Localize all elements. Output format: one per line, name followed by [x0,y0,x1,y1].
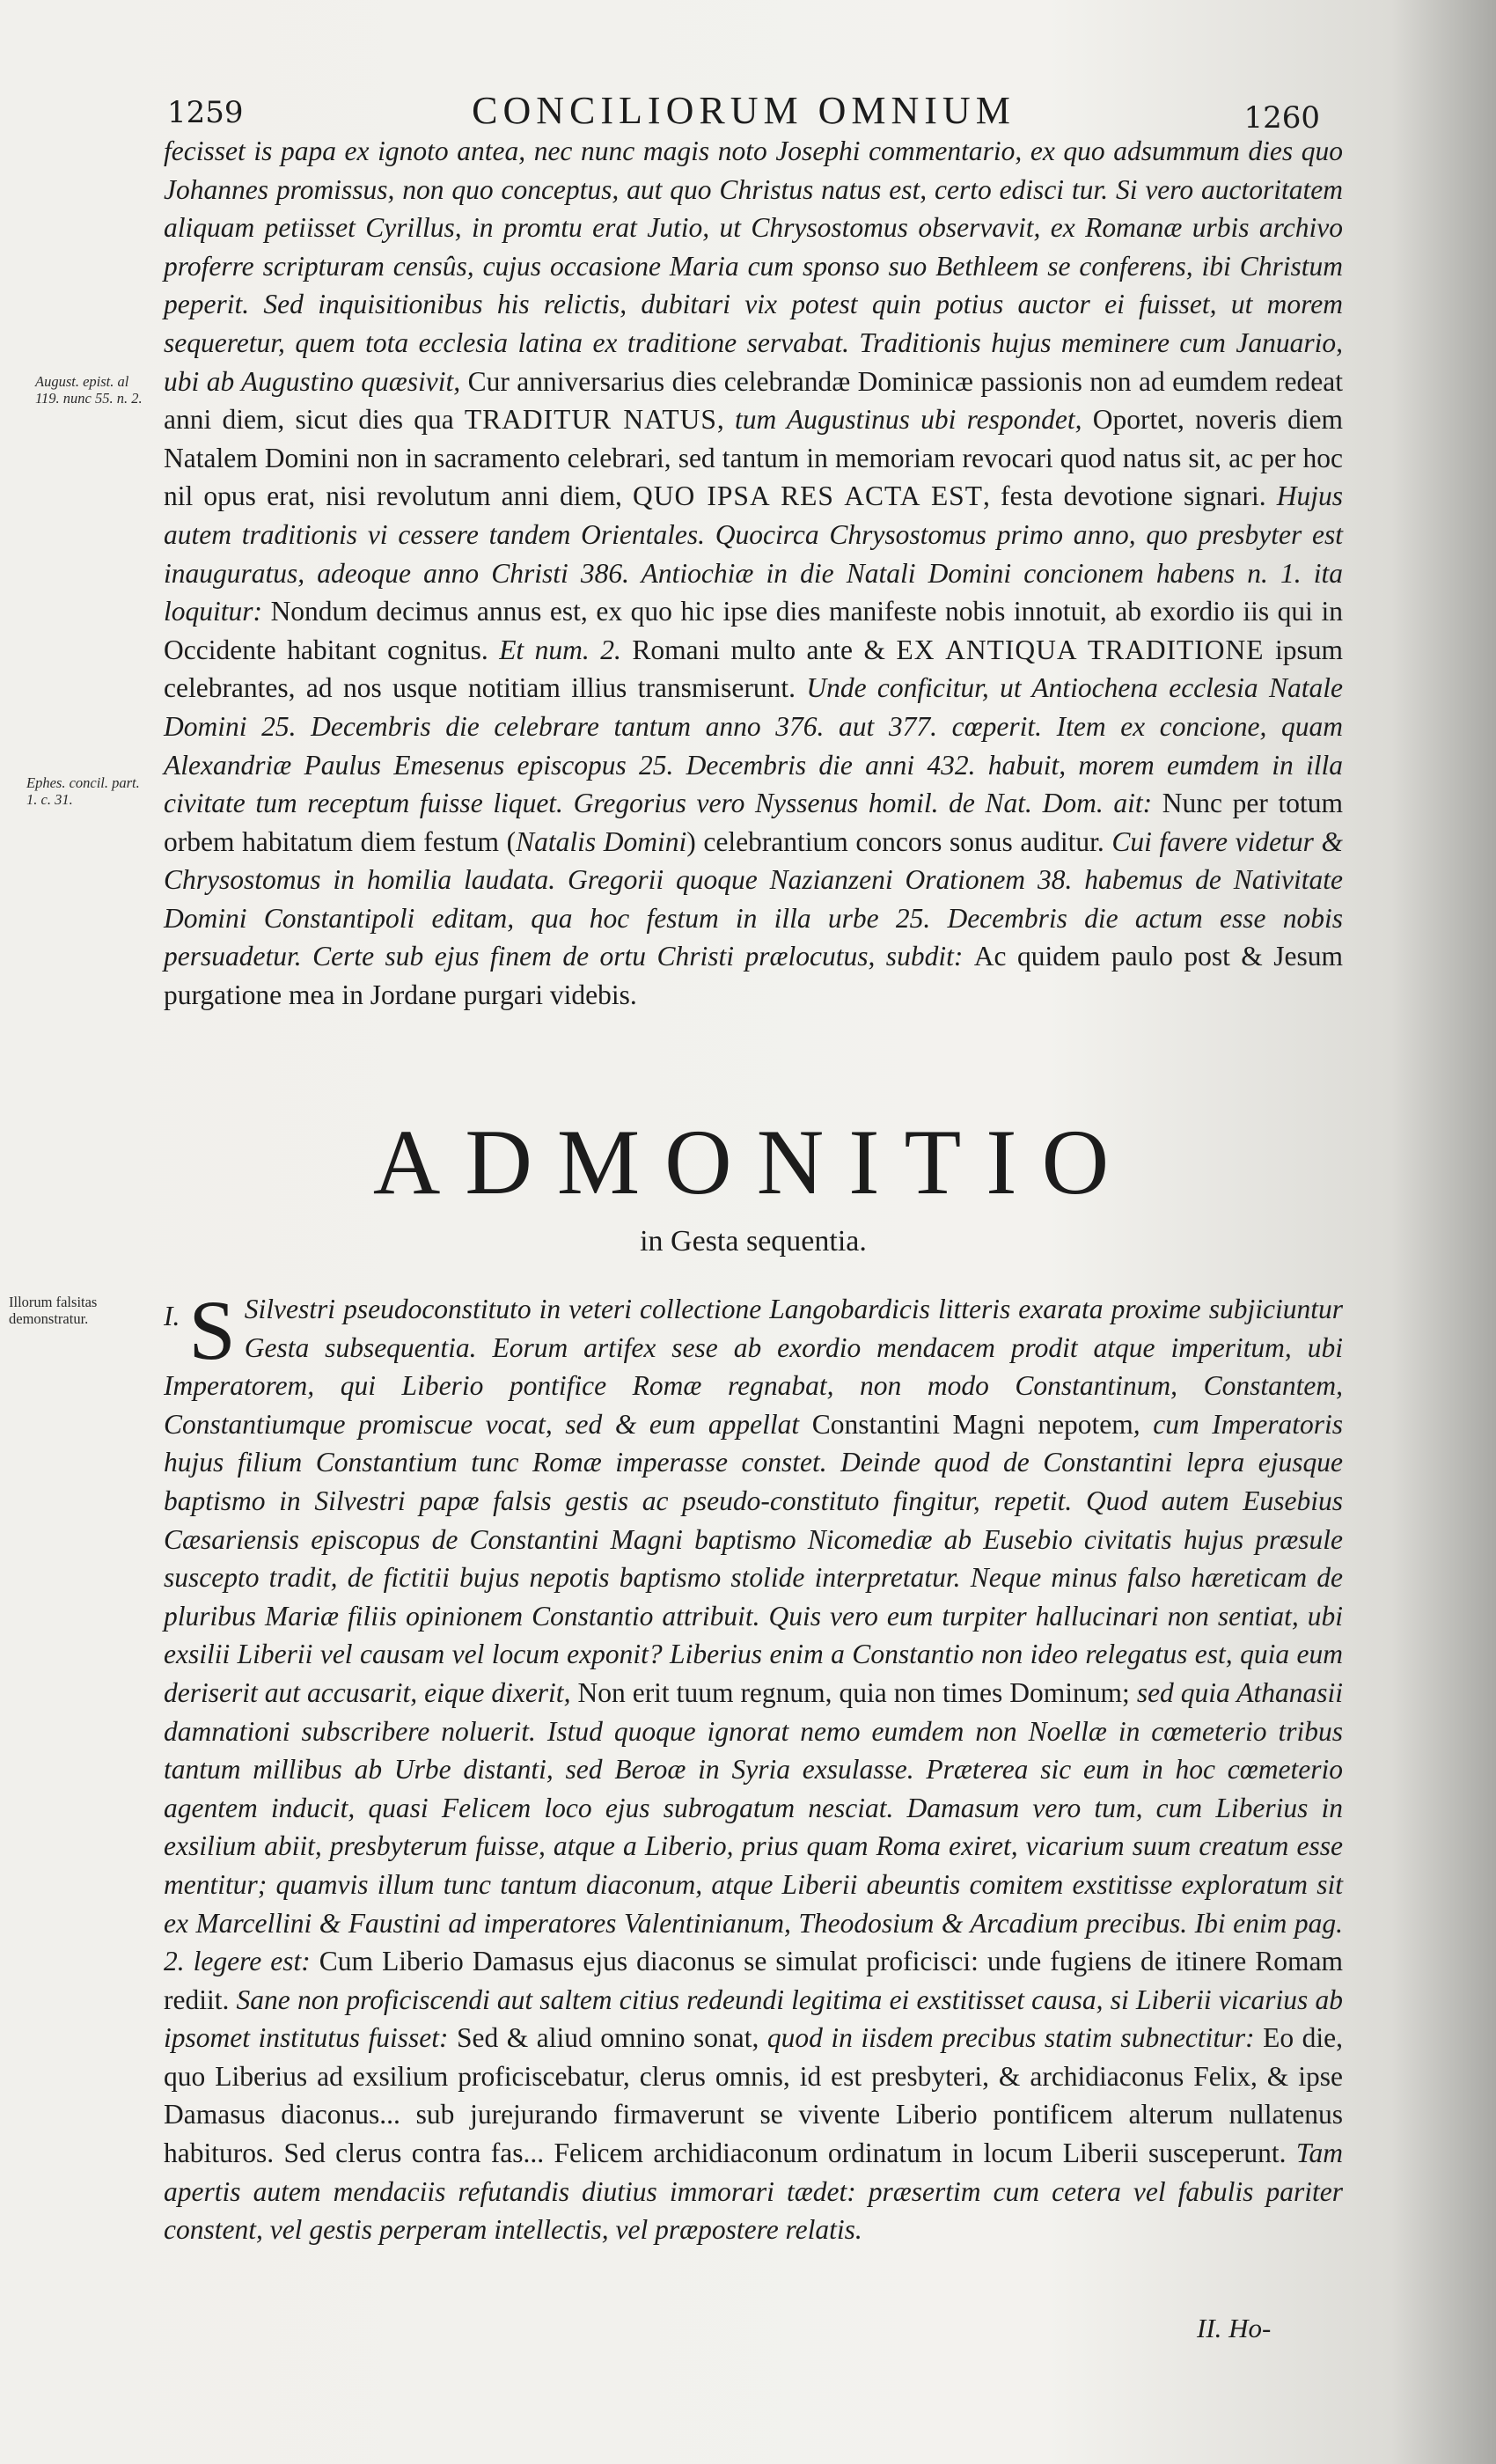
text-run: , cum Imperatoris hujus filium Constantium tunc Romæ imperasse constet. Deinde quod de Constantini lepra ejusque baptismo in Silvestri papæ falsis gestis ac pseudo-constituto fingitur, repetit. Quod autem Eusebius Cæsariensis episcopus de Constantini Magni baptismo Nicomediæ ab Eusebio civitatis hujus præsule suscepto tradit, de fictitii bujus nepotis baptismo stolide interpretatur. Neque minus falso hæreticam de pluribus Mariæ filiis opinionem Constantio attribuit. Quis vero eum turpiter hallucinari non sentiat, ubi exsilii Liberii vel causam vel locum exponit? Liberius enim a Constantio non ideo relegatus est, quia eum deriserit aut accusarit, eique dixerit, [164,1408,1343,1708]
body-text-bottom [164,1283,1344,2249]
text-run: TRADITUR NATUS [464,404,717,436]
text-run: Romani multo ante & [632,634,897,665]
margin-note-ephesus: Ephes. concil. part. 1. c. 31. [26,774,140,808]
text-run: , festa devotione signari. [982,480,1277,512]
text-run: Tam apertis autem mendaciis refutandis diutius immorari tædet: præsertim cum cetera vel fabulis pariter constent, vel gestis perperam intellectis, vel præpostere relatis. [164,2138,1343,2246]
text-run: QUO IPSA RES ACTA EST [633,480,983,512]
text-run: ) celebrantium concors sonus auditur. [686,825,1112,857]
text-run: Cui favere videtur & Chrysostomus in homilia laudata. Gregorii quoque Nazianzeni Orationem 38. habemus de Nativitate Domini Constantipoli editam, qua hoc festum in illa urbe 25. Decembris die actum esse nobis persuadetur. Certe sub ejus finem de ortu Christi prælocutus, subdit: [164,825,1343,972]
text-run: , [716,404,735,436]
text-run: tum Augustinus ubi respondet, [734,404,1093,436]
text-run: Unde conficitur, ut Antiochena ecclesia Natale Domini 25. Decembris die celebrare tantum anno 376. aut 377. cœperit. Item ex concione, quam Alexandriæ Paulus Emesenus episcopus 25. Decembris die anni 432. habuit, morem eumdem in illa civitate tum receptum fuisse liquet. Gregorius vero Nyssenus homil. de Nat. Dom. ait: [164,672,1343,819]
drop-cap: S [188,1283,236,1377]
catchword: II. Ho- [1197,2313,1272,2343]
text-run: Nunc per totum orbem habitatum diem festum ( [164,788,1343,857]
text-run: Silvestri pseudoconstituto in veteri collectione Langobardicis litteris exarata proxime subjiciuntur Gesta subsequentia. Eorum artifex sese ab exordio mendacem prodit atque imperitum, ubi Imperatorem, qui Liberio pontifice Romæ regnabat, non modo Constantinum, Constantem, Constantiumque promiscue vocat, sed & eum appellat [164,1294,1343,1440]
text-run: ipsum celebrantes, ad nos usque notitiam illius transmiserunt. [164,634,1344,704]
section-heading: ADMONITIO [372,1111,1134,1214]
text-run: quod in iisdem precibus statim subnectitur: [766,2022,1264,2054]
text-run: sed quia Athanasii damnationi subscribere noluerit. Istud quoque ignorat nemo eumdem non Noellæ in cœmeterio tribus tantum millibus ab Urbe distanti, sed Beroæ in Syria exsulasse. Præterea sic eum in hoc cœmeterio agentem inducit, quasi Felicem loco ejus subrogatum nesciat. Damasum vero tum, cum Liberius in exsilium abiit, presbyterum fuisse, atque a Liberio, prius quam Roma exiret, vicarium suum creatum esse mentitur; quamvis illum tunc tantum diaconum, atque Liberii abeuntis comitem exstitisse exploratum sit ex Marcellini & Faustini ad imperatores Valentinianum, Theodosium & Arcadium precibus. Ibi enim pag. 2. legere est: [164,1676,1344,1977]
text-run: Hujus autem traditionis vi cessere tandem Orientales. Quocirca Chrysostomus primo anno, quo presbyter est inauguratus, adeoque anno Christi 386. Antiochiæ in die Natali Domini concionem habens n. 1. ita loquitur: [164,480,1344,627]
section-number: I. [164,1301,180,1331]
text-run: Cur anniversarius dies celebrandæ Dominicæ passionis non ad eumdem redeat anni diem, sicut dies qua [164,365,1343,436]
text-run: Oportet, noveris diem Natalem Domini non in sacramento celebrari, sed tantum in memoriam revocari quod natus sit, ac per hoc nil opus erat, nisi revolutum anni diem, [164,404,1343,512]
margin-note-falsitas: Illorum falsitas demonstratur. [9,1294,98,1327]
text-run: fecisset is papa ex ignoto antea, nec nunc magis noto Josephi commentario, ex quo adsummum dies quo Johannes promissus, non quo conceptus, aut quo Christus natus est, certo edisci tur. Si vero auctoritatem aliquam petiisset Cyrillus, in promtu erat Jutio, ut Chrysostomus observavit, ex Romanæ urbis archivo proferre scripturam censûs, cujus occasione Maria cum sponso suo Bethleem se conferens, ibi Christum peperit. Sed inquisitionibus his relictis, dubitari vix potest quin potius auctor ei fuisset, ut morem sequeretur, quem tota ecclesia latina ex traditione servabat. Traditionis hujus meminere cum Januario, ubi ab Augustino quæsivit, [164,136,1343,397]
text-run: Ac quidem paulo post & Jesum purgatione mea in Jordane purgari videbis. [164,941,1343,1011]
text-run: Et num. 2. [499,634,633,665]
text-run: Non erit tuum regnum, quia non times Dominum; [577,1676,1137,1708]
text-run: Nondum decimus annus est, ex quo hic ipse dies manifeste nobis innotuit, ab exordio iis qui in Occidente habitant cognitus. [164,596,1343,665]
text-run: Constantini Magni nepotem [811,1408,1133,1440]
page-number-left: 1259 [167,95,244,130]
text-run: Sane non proficiscendi aut saltem citius redeundi legitima ei exstitisset causa, si Liberii vicarius ab ipsomet institutus fuisset: [164,1984,1344,2054]
text-run: Natalis Domini [516,825,687,857]
running-title: CONCILIORUM OMNIUM [472,89,1016,132]
section-subheading: in Gesta sequentia. [640,1225,867,1258]
margin-note-augustine: August. epist. al 119. nunc 55. n. 2. [35,373,143,407]
text-run: Eo die, quo Liberius ad exsilium proficiscebatur, clerus omnis, id est presbyteri, & archidiaconus Felix, & ipse Damasus diaconus... sub jurejurando firmaverunt se vivente Liberio pontificem alterum nullatenus habituros. Sed clerus contra fas... Felicem archidiaconum ordinatum in locum Liberii susceperunt. [164,2022,1344,2169]
text-run: Cum Liberio Damasus ejus diaconus se simulat proficisci: unde fugiens de itinere Romam rediit. [164,1946,1343,2015]
page-number-right: 1260 [1243,100,1320,136]
body-text-top [164,132,1343,1015]
text-run: Sed & aliud omnino sonat, [457,2022,767,2054]
section-paragraph [164,1283,1344,2246]
text-run: EX ANTIQUA TRADITIONE [896,634,1265,665]
